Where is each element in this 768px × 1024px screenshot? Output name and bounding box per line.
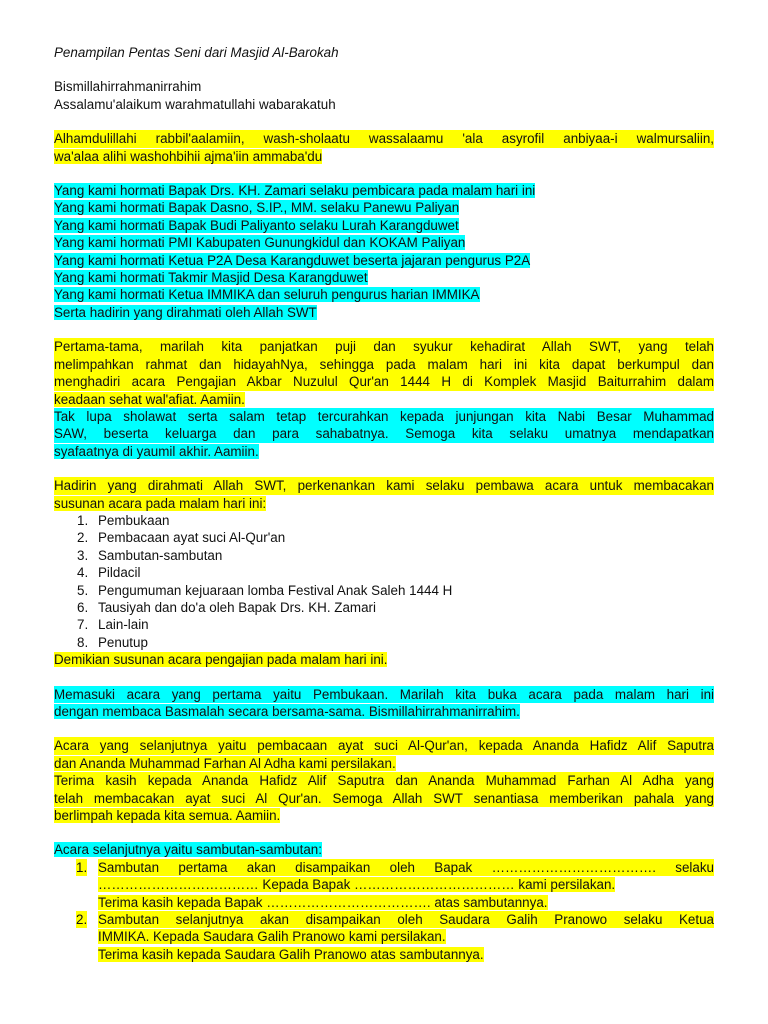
praise-block: [54, 338, 714, 460]
list-item-text: Pembukaan: [98, 512, 170, 528]
honorifics-block: [54, 182, 714, 321]
opening-line: Alhamdulillahi rabbil'aalamiin, wash-sholaatu wassalaamu 'ala asyrofil anbiyaa-i walmursaliin,: [54, 131, 714, 147]
praise-line: menghadiri acara Pengajian Akbar Nuzulul Qur'an 1444 H di Komplek Masjid Baiturrahim dalam: [54, 374, 714, 390]
list-number: 3.: [77, 547, 89, 563]
honorific-line: Yang kami hormati Bapak Budi Paliyanto selaku Lurah Karangduwet: [54, 217, 459, 233]
sholawat-line: SAW, beserta keluarga dan para sahabatnya. Semoga kita selaku umatnya mendapatkan: [54, 426, 714, 442]
list-item: [54, 599, 714, 616]
list-item: [54, 547, 714, 564]
honorific-line: Yang kami hormati Takmir Masjid Desa Karangduwet: [54, 270, 368, 286]
opening-part-line: dengan membaca Basmalah secara bersama-sama. Bismillahirrahmanirrahim.: [54, 704, 520, 719]
list-item: [54, 634, 714, 651]
opening-part-line: Memasuki acara yang pertama yaitu Pembukaan. Marilah kita buka acara pada malam hari ini: [54, 686, 714, 702]
greeting-line: Assalamu'alaikum warahmatullahi wabarakatuh: [54, 96, 336, 112]
document-title: Penampilan Pentas Seni dari Masjid Al-Barokah: [54, 45, 339, 60]
list-item-text: Pengumuman kejuaraan lomba Festival Anak Saleh 1444 H: [98, 582, 453, 598]
greeting-line: Bismillahirrahmanirrahim: [54, 79, 202, 95]
list-item-text: Tausiyah dan do'a oleh Bapak Drs. KH. Zamari: [98, 599, 376, 615]
list-item: [54, 911, 714, 963]
list-item-text: Pildacil: [98, 565, 141, 581]
honorific-line: Yang kami hormati Bapak Dasno, S.IP., MM. selaku Panewu Paliyan: [54, 200, 460, 216]
praise-line: melimpahkan rahmat dan hidayahNya, sehingga pada malam hari ini kita dapat berkumpul dan: [54, 356, 714, 372]
quran-line: telah membacakan ayat suci Al Qur'an. Semoga Allah SWT senantiasa memberikan pahala yang: [54, 790, 714, 806]
list-item: [54, 859, 714, 911]
quran-line: Acara yang selanjutnya yaitu pembacaan ayat suci Al-Qur'an, kepada Ananda Hafidz Alif Saputra: [54, 738, 714, 754]
speech-line: Sambutan pertama akan disampaikan oleh Bapak ………………………………. selaku: [98, 859, 714, 875]
praise-line: keadaan sehat wal'afiat. Aamiin.: [54, 391, 245, 407]
list-item-text: Penutup: [98, 634, 148, 650]
agenda-close-line: Demikian susunan acara pengajian pada malam hari ini.: [54, 652, 388, 668]
list-number: 5.: [77, 582, 89, 598]
speech-line: Terima kasih kepada Bapak ………………………………. atas sambutannya.: [98, 894, 548, 910]
opening-line: wa'alaa alihi washohbihii ajma'iin ammaba'du: [54, 148, 323, 164]
list-number: 8.: [77, 634, 89, 650]
speeches-list: [54, 859, 714, 963]
honorific-line: Yang kami hormati Ketua IMMIKA dan seluruh pengurus harian IMMIKA: [54, 287, 480, 303]
agenda-block: [54, 477, 714, 668]
opening-prayer: [54, 130, 714, 165]
honorific-line: Serta hadirin yang dirahmati oleh Allah SWT: [54, 304, 317, 320]
speech-line: Terima kasih kepada Saudara Galih Pranowo atas sambutannya.: [98, 946, 484, 962]
list-number: 4.: [77, 565, 89, 581]
opening-part-block: [54, 686, 714, 721]
list-number: 6.: [77, 599, 89, 615]
praise-line: Pertama-tama, marilah kita panjatkan puji dan syukur kehadirat Allah SWT, yang telah: [54, 339, 714, 355]
list-number: 1.: [76, 859, 88, 875]
agenda-intro-line: susunan acara pada malam hari ini:: [54, 495, 267, 511]
list-item-text: Lain-lain: [98, 617, 149, 633]
sholawat-line: syafaatnya di yaumil akhir. Aamiin.: [54, 443, 259, 459]
speeches-intro-line: Acara selanjutnya yaitu sambutan-sambutan:: [54, 842, 322, 858]
honorific-line: Yang kami hormati Ketua P2A Desa Karangduwet beserta jajaran pengurus P2A: [54, 252, 531, 268]
list-number: 2.: [77, 530, 89, 546]
honorific-line: Yang kami hormati Bapak Drs. KH. Zamari selaku pembicara pada malam hari ini: [54, 183, 536, 199]
quran-block: [54, 737, 714, 824]
list-item-text: Sambutan-sambutan: [98, 547, 223, 563]
list-item: [54, 564, 714, 581]
list-item: [54, 529, 714, 546]
list-item-text: Pembacaan ayat suci Al-Qur'an: [98, 530, 286, 546]
list-item: [54, 512, 714, 529]
quran-line: berlimpah kepada kita semua. Aamiin.: [54, 808, 281, 824]
list-number: 2.: [76, 912, 88, 928]
agenda-intro-line: Hadirin yang dirahmati Allah SWT, perkenankan kami selaku pembawa acara untuk membacakan: [54, 478, 714, 494]
sholawat-line: Tak lupa sholawat serta salam tetap tercurahkan kepada junjungan kita Nabi Besar Muhammad: [54, 408, 714, 424]
greeting-block: [54, 78, 714, 113]
list-item: [54, 616, 714, 633]
list-number: 1.: [77, 512, 89, 528]
speech-line: ……………………………… Kepada Bapak ……………………………… kami persilakan.: [98, 877, 616, 893]
agenda-list: [54, 512, 714, 651]
speech-line: Sambutan selanjutnya akan disampaikan oleh Saudara Galih Pranowo selaku Ketua: [98, 912, 714, 928]
speeches-block: [54, 841, 714, 963]
quran-line: dan Ananda Muhammad Farhan Al Adha kami persilakan.: [54, 755, 396, 771]
list-item: [54, 582, 714, 599]
list-number: 7.: [77, 617, 89, 633]
honorific-line: Yang kami hormati PMI Kabupaten Gunungkidul dan KOKAM Paliyan: [54, 235, 466, 251]
speech-line: IMMIKA. Kepada Saudara Galih Pranowo kami persilakan.: [98, 929, 446, 945]
quran-line: Terima kasih kepada Ananda Hafidz Alif Saputra dan Ananda Muhammad Farhan Al Adha yang: [54, 773, 714, 789]
